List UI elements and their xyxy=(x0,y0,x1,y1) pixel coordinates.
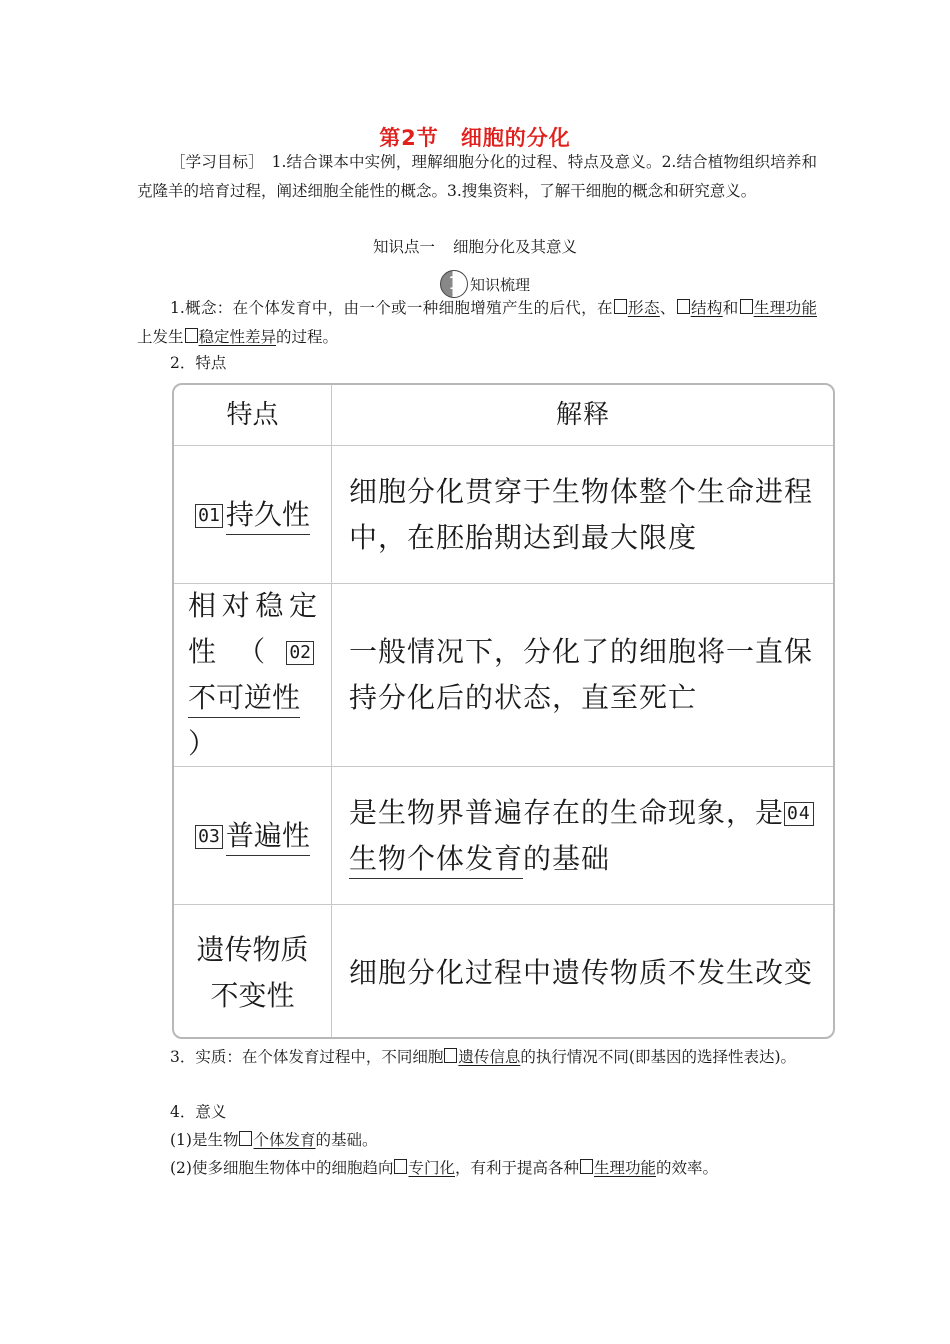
blank-box-icon xyxy=(614,299,627,314)
blank-box-icon xyxy=(185,328,198,343)
meaning-item-1: (1)是生物 个体发育的基础。 xyxy=(170,1131,378,1149)
table-row: 01 持久性 细胞分化贯穿于生物体整个生命进程中，在胚胎期达到最大限度 xyxy=(174,446,833,584)
blank-box-icon xyxy=(239,1131,252,1146)
meaning-label: 4．意义 xyxy=(170,1103,227,1121)
essence-paragraph: 3．实质：在个体发育过程中，不同细胞 遗传信息的执行情况不同(即基因的选择性表达)。 xyxy=(170,1048,796,1066)
blank-box-icon xyxy=(580,1159,593,1174)
section-name: 细胞的分化 xyxy=(460,126,571,150)
blank-box-icon xyxy=(394,1159,407,1174)
blank-box-icon xyxy=(677,299,690,314)
blank-box-icon xyxy=(444,1048,457,1063)
knowledge-summary-heading: 1 知识梳理 xyxy=(440,270,530,298)
circle-number-icon: 1 xyxy=(440,270,468,298)
features-table xyxy=(172,383,835,1039)
concept-paragraph: 1.概念：在个体发育中，由一个或一种细胞增殖产生的后代，在 形态、 结构和 生理功能上发生 稳定性差异的过程。 xyxy=(137,299,817,346)
table-row: 遗传物质不变性 细胞分化过程中遗传物质不发生改变 xyxy=(174,905,833,1039)
header-explain: 解释 xyxy=(555,400,610,430)
table-header-row xyxy=(174,385,833,446)
table-row: 03 普遍性 是生物界普遍存在的生命现象，是 04生物个体发育的基础 xyxy=(174,767,833,905)
blank-box-icon xyxy=(740,299,753,314)
knowledge-point-heading: 知识点一 细胞分化及其意义 xyxy=(372,238,578,256)
table-row: 相对稳定性（ 02不可逆性） 一般情况下，分化了的细胞将一直保持分化后的状态，直至死亡 xyxy=(174,584,833,767)
learning-objectives: ［学习目标］ 1.结合课本中实例，理解细胞分化的过程、特点及意义。2.结合植物组织培养和克隆羊的培育过程，阐述细胞全能性的概念。3.搜集资料，了解干细胞的概念和研究意义。 xyxy=(137,153,817,200)
header-feature: 特点 xyxy=(174,385,332,445)
features-label: 2．特点 xyxy=(170,354,227,372)
meaning-item-2: (2)使多细胞生物体中的细胞趋向 专门化，有利于提高各种 生理功能的效率。 xyxy=(170,1159,719,1177)
section-number: 第2节 xyxy=(379,126,439,150)
